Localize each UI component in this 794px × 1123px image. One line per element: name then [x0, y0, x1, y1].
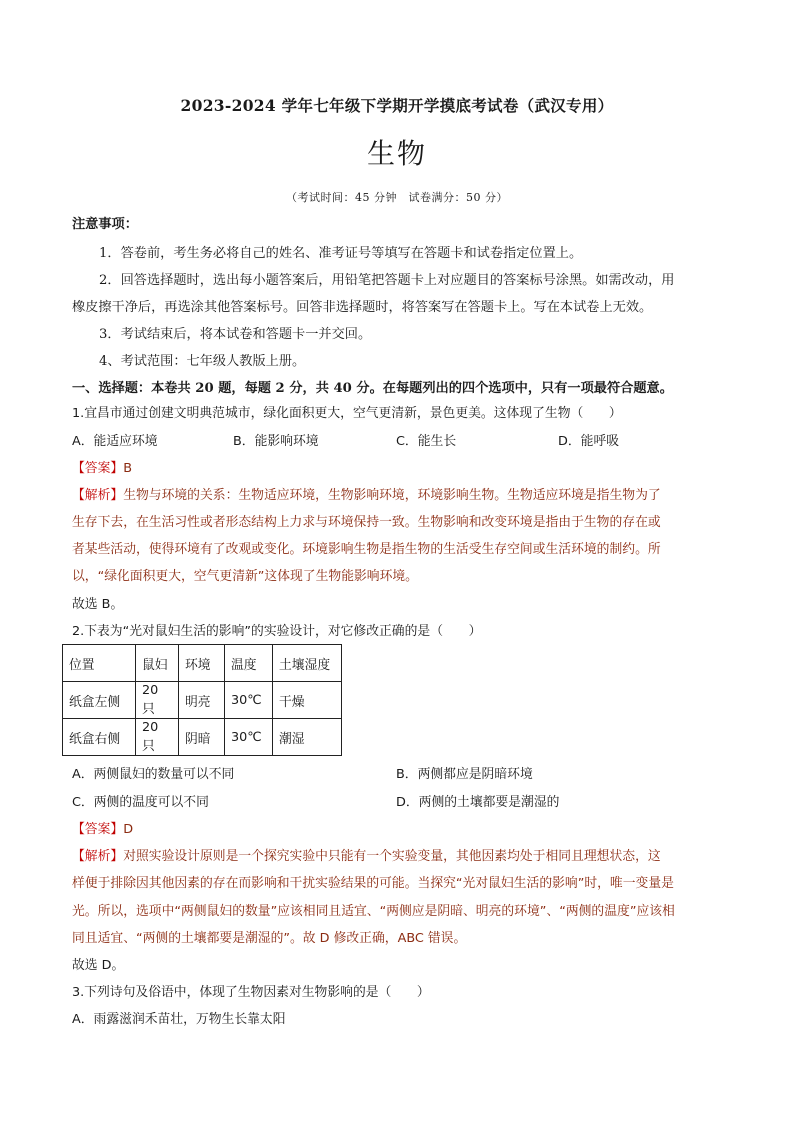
table-cell: 30℃: [225, 682, 273, 719]
table-header-cell: 位置: [63, 645, 136, 682]
table-header-row: [63, 645, 342, 682]
q2-analysis-line-2: 样便于排除因其他因素的存在而影响和干扰实验结果的可能。当探究“光对鼠妇生活的影响”时，唯一变量是: [72, 876, 674, 891]
note-item-2-line-2: 橡皮擦干净后，再选涂其他答案标号。回答非选择题时，将答案写在答题卡上。写在本试卷上无效。: [72, 300, 653, 315]
q2-analysis-text-1: 对照实验设计原则是一个探究实验中只能有一个实验变量，其他因素均处于相同且理想状态，这: [123, 849, 661, 864]
table-cell: 纸盒左侧: [63, 682, 136, 719]
exam-info: （考试时间：45 分钟 试卷满分：50 分）: [286, 191, 508, 204]
table-header-cell: 温度: [225, 645, 273, 682]
q2-analysis-tag: 【解析】: [72, 849, 124, 864]
q2-answer-tag: 【答案】: [72, 822, 124, 837]
note-item-1: 1．答卷前，考生务必将自己的姓名、准考证号等填写在答题卡和试卷指定位置上。: [99, 246, 583, 261]
q2-stem: 2.下表为“光对鼠妇生活的影响”的实验设计，对它修改正确的是（ ）: [72, 624, 482, 639]
q1-stem: 1.宜昌市通过创建文明典范城市，绿化面积更大，空气更清新，景色更美。这体现了生物（ ）: [72, 406, 622, 421]
q2-option-a: A．两侧鼠妇的数量可以不同: [72, 767, 235, 782]
table-cell: 潮湿: [273, 719, 342, 756]
q3-stem: 3.下列诗句及俗语中，体现了生物因素对生物影响的是（ ）: [72, 985, 430, 1000]
q1-option-d: D．能呼吸: [558, 434, 620, 449]
q1-analysis-line-2: 生存下去，在生活习性或者形态结构上力求与环境保持一致。生物影响和改变环境是指由于生物的存在或: [72, 515, 661, 530]
table-cell: 30℃: [225, 719, 273, 756]
q1-analysis-text-1: 生物与环境的关系：生物适应环境，生物影响环境，环境影响生物。生物适应环境是指生物为了: [123, 488, 661, 503]
note-item-2-line-1: 2．回答选择题时，选出每小题答案后，用铅笔把答题卡上对应题目的答案标号涂黑。如需改动，用: [99, 273, 675, 288]
q2-option-c: C．两侧的温度可以不同: [72, 795, 209, 810]
q2-answer: [72, 818, 133, 837]
table-header-cell: 鼠妇: [136, 645, 179, 682]
q2-analysis-line-4: 同且适宜、“两侧的土壤都要是潮湿的”。故 D 修改正确，ABC 错误。: [72, 931, 467, 946]
note-item-3: 3．考试结束后，将本试卷和答题卡一并交回。: [99, 327, 372, 342]
q1-option-a: A．能适应环境: [72, 434, 158, 449]
q2-option-d: D．两侧的土壤都要是潮湿的: [396, 795, 560, 810]
table-header-cell: 环境: [179, 645, 225, 682]
q2-analysis-line-3: 光。所以，选项中“两侧鼠妇的数量”应该相同且适宜、“两侧应是阴暗、明亮的环境”、“两侧的温度”应该相: [72, 904, 675, 919]
q1-answer: [72, 457, 132, 476]
q1-analysis-tag: 【解析】: [72, 488, 124, 503]
q1-answer-tag: 【答案】: [72, 461, 124, 476]
q1-analysis-line-4: 以，“绿化面积更大，空气更清新”这体现了生物能影响环境。: [72, 569, 418, 584]
table-cell: 干燥: [273, 682, 342, 719]
q2-experiment-table: [62, 644, 342, 756]
table-header-cell: 土壤湿度: [273, 645, 342, 682]
q1-analysis-line-3: 者某些活动，使得环境有了改观或变化。环境影响生物是指生物的生活受生存空间或生活环境的制约。所: [72, 542, 661, 557]
table-cell: 20 只: [136, 719, 179, 756]
table-row: [63, 719, 342, 756]
q1-answer-value: B: [123, 461, 132, 476]
q1-conclusion: 故选 B。: [72, 597, 124, 612]
q2-conclusion: 故选 D。: [72, 958, 125, 973]
q3-option-a: A．雨露滋润禾苗壮，万物生长靠太阳: [72, 1012, 286, 1027]
q2-option-b: B．两侧都应是阴暗环境: [396, 767, 533, 782]
q2-answer-value: D: [123, 822, 134, 837]
section-1-heading: 一、选择题：本卷共 20 题，每题 2 分，共 40 分。在每题列出的四个选项中，只有一项最符合题意。: [72, 381, 673, 396]
table-cell: 阴暗: [179, 719, 225, 756]
notes-heading: 注意事项：: [72, 217, 138, 232]
subject-title: 生物: [366, 137, 427, 170]
q1-option-b: B．能影响环境: [233, 434, 319, 449]
note-item-4: 4、考试范围：七年级人教版上册。: [99, 354, 306, 369]
q1-option-c: C．能生长: [396, 434, 457, 449]
table-cell: 纸盒右侧: [63, 719, 136, 756]
q2-analysis-line-1: [72, 845, 661, 864]
q1-analysis-line-1: [72, 484, 661, 503]
exam-title: 2023-2024 学年七年级下学期开学摸底考试卷（武汉专用）: [180, 96, 614, 115]
table-cell: 明亮: [179, 682, 225, 719]
table-row: [63, 682, 342, 719]
table-cell: 20 只: [136, 682, 179, 719]
